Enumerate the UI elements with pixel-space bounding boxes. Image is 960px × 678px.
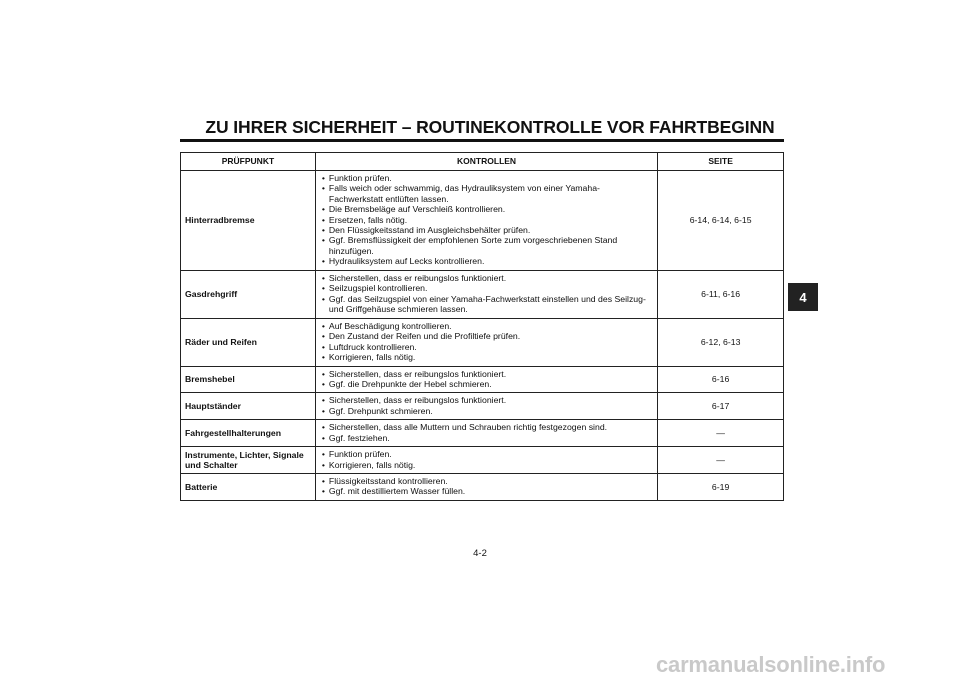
check-item: • Seilzugspiel kontrollieren. — [322, 283, 653, 293]
table-row — [181, 171, 784, 271]
check-list — [322, 395, 653, 416]
row-item: Instrumente, Lichter, Signale und Schalter — [181, 447, 316, 474]
row-item: Fahrgestellhalterungen — [181, 420, 316, 447]
check-item: • Korrigieren, falls nötig. — [322, 460, 653, 470]
row-page: 6-11, 6-16 — [658, 270, 784, 318]
check-item: • Ggf. mit destilliertem Wasser füllen. — [322, 486, 653, 496]
check-item: • Falls weich oder schwammig, das Hydrauliksystem von einer Yamaha-Fachwerkstatt entlüften lassen. — [322, 183, 653, 204]
table-row — [181, 270, 784, 318]
check-list — [322, 476, 653, 497]
row-item: Bremshebel — [181, 366, 316, 393]
check-item: • Flüssigkeitsstand kontrollieren. — [322, 476, 653, 486]
row-item: Gasdrehgriff — [181, 270, 316, 318]
check-item: • Ggf. Drehpunkt schmieren. — [322, 406, 653, 416]
row-item: Batterie — [181, 473, 316, 500]
check-list — [322, 449, 653, 470]
row-page: — — [658, 420, 784, 447]
check-list — [322, 273, 653, 315]
check-item: • Ggf. die Drehpunkte der Hebel schmieren. — [322, 379, 653, 389]
header-seite: SEITE — [658, 153, 784, 171]
check-item: • Auf Beschädigung kontrollieren. — [322, 321, 653, 331]
check-item: • Ggf. Bremsflüssigkeit der empfohlenen Sorte zum vorgeschriebenen Stand hinzufügen. — [322, 235, 653, 256]
row-item: Hauptständer — [181, 393, 316, 420]
check-item: • Sicherstellen, dass er reibungslos funktioniert. — [322, 395, 653, 405]
check-list — [322, 369, 653, 390]
header-pruefpunkt: PRÜFPUNKT — [181, 153, 316, 171]
check-item: • Den Flüssigkeitsstand im Ausgleichsbehälter prüfen. — [322, 225, 653, 235]
table-header-row — [181, 153, 784, 171]
check-item: • Sicherstellen, dass er reibungslos funktioniert. — [322, 273, 653, 283]
page-number: 4-2 — [473, 548, 487, 559]
check-item: • Hydrauliksystem auf Lecks kontrollieren. — [322, 256, 653, 266]
row-page: 6-19 — [658, 473, 784, 500]
table-row — [181, 447, 784, 474]
check-list — [322, 321, 653, 363]
check-item: • Luftdruck kontrollieren. — [322, 342, 653, 352]
check-item: • Ggf. das Seilzugspiel von einer Yamaha-Fachwerkstatt einstellen und des Seilzug- und Griffgehäuse schmieren lassen. — [322, 294, 653, 315]
row-item: Hinterradbremse — [181, 171, 316, 271]
watermark: carmanualsonline.info — [656, 652, 886, 677]
check-item: • Korrigieren, falls nötig. — [322, 352, 653, 362]
table-row — [181, 473, 784, 500]
check-list — [322, 422, 653, 443]
section-tab: 4 — [788, 283, 818, 311]
title-rule — [180, 139, 784, 142]
table-row — [181, 393, 784, 420]
check-item: • Sicherstellen, dass er reibungslos funktioniert. — [322, 369, 653, 379]
check-item: • Sicherstellen, dass alle Muttern und Schrauben richtig festgezogen sind. — [322, 422, 653, 432]
check-item: • Ggf. festziehen. — [322, 433, 653, 443]
check-item: • Den Zustand der Reifen und die Profiltiefe prüfen. — [322, 331, 653, 341]
table-row — [181, 318, 784, 366]
row-page: 6-12, 6-13 — [658, 318, 784, 366]
check-table — [180, 152, 784, 501]
row-page: — — [658, 447, 784, 474]
row-page: 6-17 — [658, 393, 784, 420]
check-item: • Funktion prüfen. — [322, 173, 653, 183]
row-page: 6-14, 6-14, 6-15 — [658, 171, 784, 271]
check-item: • Ersetzen, falls nötig. — [322, 215, 653, 225]
table-row — [181, 366, 784, 393]
row-item: Räder und Reifen — [181, 318, 316, 366]
header-kontrollen: KONTROLLEN — [315, 153, 657, 171]
page-title: ZU IHRER SICHERHEIT – ROUTINEKONTROLLE VOR FAHRTBEGINN — [205, 117, 775, 137]
table-row — [181, 420, 784, 447]
check-list — [322, 173, 653, 267]
row-page: 6-16 — [658, 366, 784, 393]
check-item: • Die Bremsbeläge auf Verschleiß kontrollieren. — [322, 204, 653, 214]
check-item: • Funktion prüfen. — [322, 449, 653, 459]
